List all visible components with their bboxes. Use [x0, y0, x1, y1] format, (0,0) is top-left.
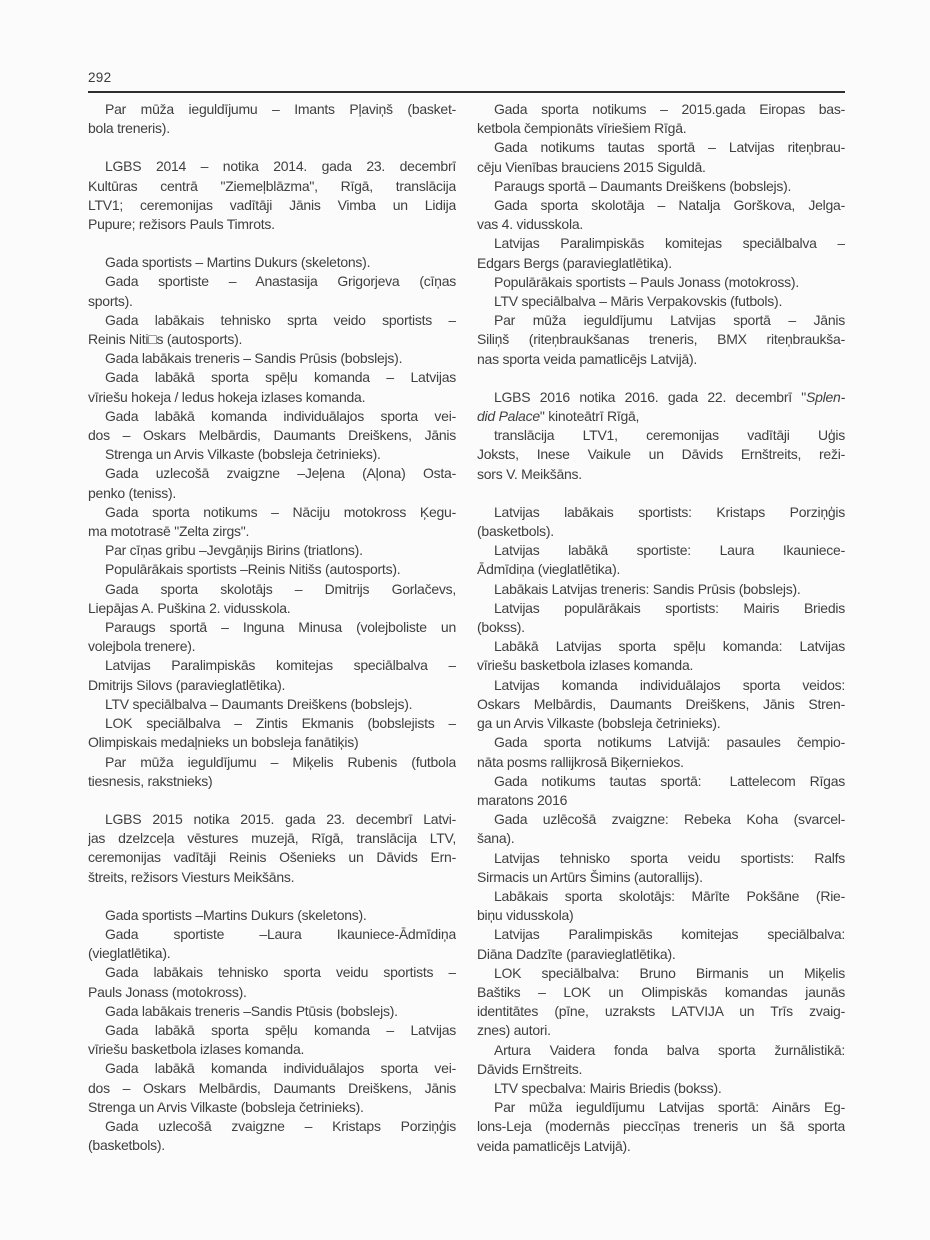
text-line: vas 4. vidusskola.	[477, 216, 583, 233]
text-line: Gada uzlecošā zvaigzne – Kristaps Porziņģis	[105, 1117, 456, 1134]
text-line: Gada labākais treneris –Sandis Ptūsis (bobslejs).	[105, 1002, 398, 1019]
paragraph	[477, 138, 845, 176]
text-line: Par cīņas gribu –Jevgāņijs Birins (triatlons).	[105, 542, 363, 559]
paragraph	[477, 273, 845, 292]
text-line: Sirmacis un Artūrs Šimins (autorallijs).	[477, 868, 703, 885]
paragraph	[88, 656, 456, 694]
paragraph	[477, 599, 845, 637]
paragraph	[477, 388, 845, 484]
paragraph	[88, 349, 456, 368]
text-line: Gada labākā komanda individuālajos sporta vei-	[105, 407, 456, 424]
text-line: Gada sportists –Martins Dukurs (skeletons).	[105, 906, 367, 923]
text-line: sors V. Meikšāns.	[477, 465, 582, 482]
text-line: Par mūža ieguldījumu – Imants Pļaviņš (basket-	[105, 101, 456, 117]
text-line: Paraugs sportā – Daumants Dreiškens (bobslejs).	[494, 177, 792, 194]
text-line: Latvijas komanda individuālajos sporta veidos:	[494, 676, 845, 693]
text-line: LTV speciālbalva – Daumants Dreiškens (bobslejs).	[105, 695, 413, 712]
text-line: Gada sportists – Martins Dukurs (skeletons).	[105, 254, 371, 271]
text-line: Latvijas labākā sportiste: Laura Ikauniece-	[494, 542, 845, 559]
paragraph	[477, 772, 845, 810]
text-line: Labākā Latvijas sporta spēļu komanda: Latvijas	[494, 638, 845, 655]
text-line: translācija LTV1, ceremonijas vadītāji Uģis	[494, 427, 845, 444]
paragraph	[477, 177, 845, 196]
header-rule	[88, 91, 845, 93]
paragraph	[88, 580, 456, 618]
text-line: jas dzelzceļa vēstures muzejā, Rīgā, translācija LTV,	[88, 830, 456, 847]
text-line: Labākais sporta skolotājs: Mārīte Pokšāne (Rie-	[494, 887, 845, 904]
paragraph	[477, 580, 845, 599]
text-line: (basketbols).	[477, 523, 554, 540]
text-line: LGBS 2014 – notika 2014. gada 23. decembrī	[105, 158, 456, 175]
paragraph	[477, 810, 845, 848]
text-line: Gada notikums tautas sportā: Lattelecom Rīgas	[494, 772, 845, 789]
page-number: 292	[88, 70, 112, 85]
text-line: Populārākais sportists –Reinis Nitišs (autosports).	[105, 561, 401, 578]
text-line: Gada uzlēcošā zvaigzne: Rebeka Koha (svarcel-	[494, 811, 845, 828]
text-line: lons-Leja (modernās pieccīņas treneris un šā sporta	[477, 1118, 845, 1135]
text-line: nāta posms rallijkrosā Biķerniekos.	[477, 753, 684, 770]
text-line: Gada sportiste –Laura Ikauniece-Ādmīdiņa	[105, 925, 456, 942]
text-line: Gada uzlecošā zvaigzne –Jeļena (Aļona) Osta-	[105, 465, 456, 482]
text-line: vīriešu basketbola izlases komanda.	[477, 657, 694, 674]
paragraph	[88, 753, 456, 791]
paragraph	[477, 541, 845, 579]
paragraph	[477, 637, 845, 675]
paragraph	[477, 196, 845, 234]
italic-text-run: Splen-	[806, 388, 845, 405]
text-line: (vieglatlētika).	[88, 945, 171, 962]
paragraph	[477, 100, 845, 138]
text-line: tiesnesis, rakstnieks)	[88, 772, 213, 789]
paragraph	[88, 810, 456, 887]
text-line: (bokss).	[477, 619, 525, 636]
text-line: LTV1; ceremonijas vadītāji Jānis Vimba un Lidija	[88, 196, 456, 213]
text-line: LOK speciālbalva – Zintis Ekmanis (bobslejists –	[105, 715, 456, 732]
text-line: veida pamatlicējs Latvijā).	[477, 1137, 631, 1154]
paragraph	[477, 849, 845, 887]
paragraph	[88, 368, 456, 406]
paragraph	[88, 1002, 456, 1021]
text-line: Kultūras centrā "Ziemeļblāzma", Rīgā, translācija	[88, 177, 456, 194]
text-line: Strenga un Arvis Vilkaste (bobsleja četrinieks).	[105, 446, 381, 463]
paragraph	[88, 407, 456, 465]
text-line: Siliņš (riteņbraukšanas treneris, BMX riteņbraukša-	[477, 331, 845, 348]
text-line: Gada sporta notikums Latvijā: pasaules čempio-	[494, 734, 845, 751]
text-line: Gada sporta skolotājs – Dmitrijs Gorlačevs,	[105, 580, 456, 597]
text-line: Strenga un Arvis Vilkaste (bobsleja četrinieks).	[88, 1098, 364, 1115]
paragraph	[88, 272, 456, 310]
paragraph	[88, 503, 456, 541]
text-line: LGBS 2015 notika 2015. gada 23. decembrī Latvi-	[105, 810, 456, 827]
text-line: Gada labākā sporta spēļu komanda – Latvijas	[105, 1021, 456, 1038]
paragraph	[477, 292, 845, 311]
text-line: Gada labākā komanda individuālajos sporta vei-	[105, 1060, 456, 1077]
paragraph	[88, 464, 456, 502]
text-line: Baštiks – LOK un Olimpiskās komandas jaunās	[477, 983, 845, 1000]
column-left	[88, 100, 456, 1156]
text-line: Reinis Niti□s (autosports).	[88, 331, 243, 348]
paragraph	[88, 1059, 456, 1117]
text-line: Joksts, Inese Vaikule un Dāvids Ernštreits, reži-	[477, 446, 845, 463]
text-line: identitātes (pīne, uzraksts LATVIJA un Trīs zvaig-	[477, 1003, 845, 1020]
text-line: ketbola čempionāts vīriešiem Rīgā.	[477, 120, 687, 137]
text-line: Gada labākais tehnisko sporta veidu sportists –	[105, 964, 456, 981]
text-line: Gada sporta skolotāja – Natalja Gorškova, Jelga-	[494, 197, 845, 214]
text-line: Pauls Jonass (motokross).	[88, 983, 247, 1000]
text-line: Dāvids Ernštreits.	[477, 1060, 583, 1077]
paragraph	[88, 714, 456, 752]
paragraph	[88, 906, 456, 925]
text-line: Diāna Dadzīte (paravieglatlētika).	[477, 945, 676, 962]
text-line: dos – Oskars Melbārdis, Daumants Dreiškens, Jānis	[88, 427, 456, 444]
text-line: Gada sporta notikums – Nāciju motokross Ķegu-	[105, 503, 456, 520]
text-line: Latvijas Paralimpiskās komitejas speciālbalva:	[494, 926, 845, 943]
text-line: Latvijas tehnisko sporta veidu sportists: Ralfs	[494, 849, 845, 866]
paragraph	[477, 887, 845, 925]
paragraph	[88, 1021, 456, 1059]
paragraph	[477, 733, 845, 771]
text-line: biņu vidusskola)	[477, 907, 574, 924]
paragraph	[88, 695, 456, 714]
text-line: Olimpiskais medaļnieks un bobsleja fanātiķis)	[88, 734, 359, 751]
text-line: Latvijas Paralimpiskās komitejas speciālbalva –	[105, 657, 456, 674]
text-line: Ādmīdiņa (vieglatlētika).	[477, 561, 621, 578]
paragraph	[477, 1041, 845, 1079]
text-line: Paraugs sportā – Inguna Minusa (volejboliste un	[105, 619, 456, 636]
text-line: Oskars Melbārdis, Daumants Dreiškens, Jānis Stren-	[477, 695, 845, 712]
text-columns	[88, 100, 845, 1156]
text-line: Latvijas Paralimpiskās komitejas speciālbalva –	[494, 235, 845, 252]
paragraph	[88, 311, 456, 349]
text-line: Par mūža ieguldījumu – Miķelis Rubenis (futbola	[105, 753, 456, 770]
text-line: bola treneris).	[88, 120, 170, 137]
paragraph	[88, 1117, 456, 1155]
text-line: ga un Arvis Vilkaste (bobsleja četrinieks).	[477, 715, 721, 732]
text-line	[477, 407, 845, 426]
text-line: Gada labākā sporta spēļu komanda – Latvijas	[105, 369, 456, 386]
text-line: Gada labākais treneris – Sandis Prūsis (bobslejs).	[105, 350, 403, 367]
paragraph	[88, 157, 456, 234]
text-line: Pupure; režisors Pauls Timrots.	[88, 216, 275, 233]
text-line: volejbola trenere).	[88, 638, 196, 655]
text-line: nas sporta veida pamatlicējs Latvijā).	[477, 350, 698, 367]
text-line: LTV specbalva: Mairis Briedis (bokss).	[494, 1079, 722, 1096]
text-line: ceremonijas vadītāji Reinis Ošenieks un Dāvids Ern-	[88, 849, 456, 866]
text-line: vīriešu hokeja / ledus hokeja izlases komanda.	[88, 388, 366, 405]
text-line: Gada sporta notikums – 2015.gada Eiropas bas-	[494, 101, 845, 117]
text-line: penko (teniss).	[88, 484, 177, 501]
text-line: LOK speciālbalva: Bruno Birmanis un Miķelis	[494, 964, 845, 981]
paragraph	[88, 618, 456, 656]
text-line: Latvijas labākais sportists: Kristaps Porziņģis	[494, 503, 845, 520]
text-line: Dmitrijs Silovs (paravieglatlētika).	[88, 676, 286, 693]
text-line: Par mūža ieguldījumu Latvijas sportā: Ainārs Eg-	[494, 1099, 845, 1116]
paragraph	[88, 560, 456, 579]
text-line: Labākais Latvijas treneris: Sandis Prūsis (bobslejs).	[494, 580, 801, 597]
text-line: ma mototrasē "Zelta zirgs".	[88, 523, 250, 540]
text-line: Gada sportiste – Anastasija Grigorjeva (cīņas	[105, 273, 456, 290]
paragraph	[477, 1098, 845, 1156]
paragraph	[477, 676, 845, 734]
text-line: Gada labākais tehnisko sprta veido sportists –	[105, 311, 456, 328]
text-line: LTV speciālbalva – Māris Verpakovskis (futbols).	[494, 293, 783, 310]
text-line: Artura Vaidera fonda balva sporta žurnālistikā:	[494, 1041, 845, 1058]
paragraph	[477, 503, 845, 541]
text-line: šana).	[477, 830, 515, 847]
text-run: " kinoteātrī Rīgā,	[539, 408, 640, 425]
text-line: cēju Vienības brauciens 2015 Siguldā.	[477, 158, 706, 175]
text-line: štreits, režisors Viesturs Meikšāns.	[88, 868, 295, 885]
text-line: znes) autori.	[477, 1022, 551, 1039]
paragraph	[477, 925, 845, 963]
text-line: (basketbols).	[88, 1137, 165, 1154]
text-line: sports).	[88, 292, 133, 309]
text-line: maratons 2016	[477, 791, 568, 808]
text-line: dos – Oskars Melbārdis, Daumants Dreiškens, Jānis	[88, 1079, 456, 1096]
paragraph	[477, 1079, 845, 1098]
text-line	[477, 388, 845, 407]
text-line: vīriešu basketbola izlases komanda.	[88, 1041, 305, 1058]
paragraph	[477, 234, 845, 272]
paragraph	[477, 311, 845, 369]
column-right	[477, 100, 845, 1156]
text-line: Latvijas populārākais sportists: Mairis Briedis	[494, 599, 845, 616]
text-line: Liepājas A. Puškina 2. vidusskola.	[88, 599, 291, 616]
paragraph	[88, 100, 456, 138]
text-line: Edgars Bergs (paravieglatlētika).	[477, 254, 672, 271]
text-run: LGBS 2016 notika 2016. gada 22. decembrī "	[494, 388, 807, 405]
text-line: Gada notikums tautas sportā – Latvijas riteņbrau-	[494, 139, 845, 156]
paragraph	[477, 964, 845, 1041]
paragraph	[88, 253, 456, 272]
paragraph	[88, 925, 456, 963]
italic-text-run: did Palace	[477, 408, 540, 425]
text-line: Populārākais sportists – Pauls Jonass (motokross).	[494, 273, 799, 290]
paragraph	[88, 541, 456, 560]
text-line: Par mūža ieguldījumu Latvijas sportā – Jānis	[494, 312, 845, 329]
paragraph	[88, 963, 456, 1001]
